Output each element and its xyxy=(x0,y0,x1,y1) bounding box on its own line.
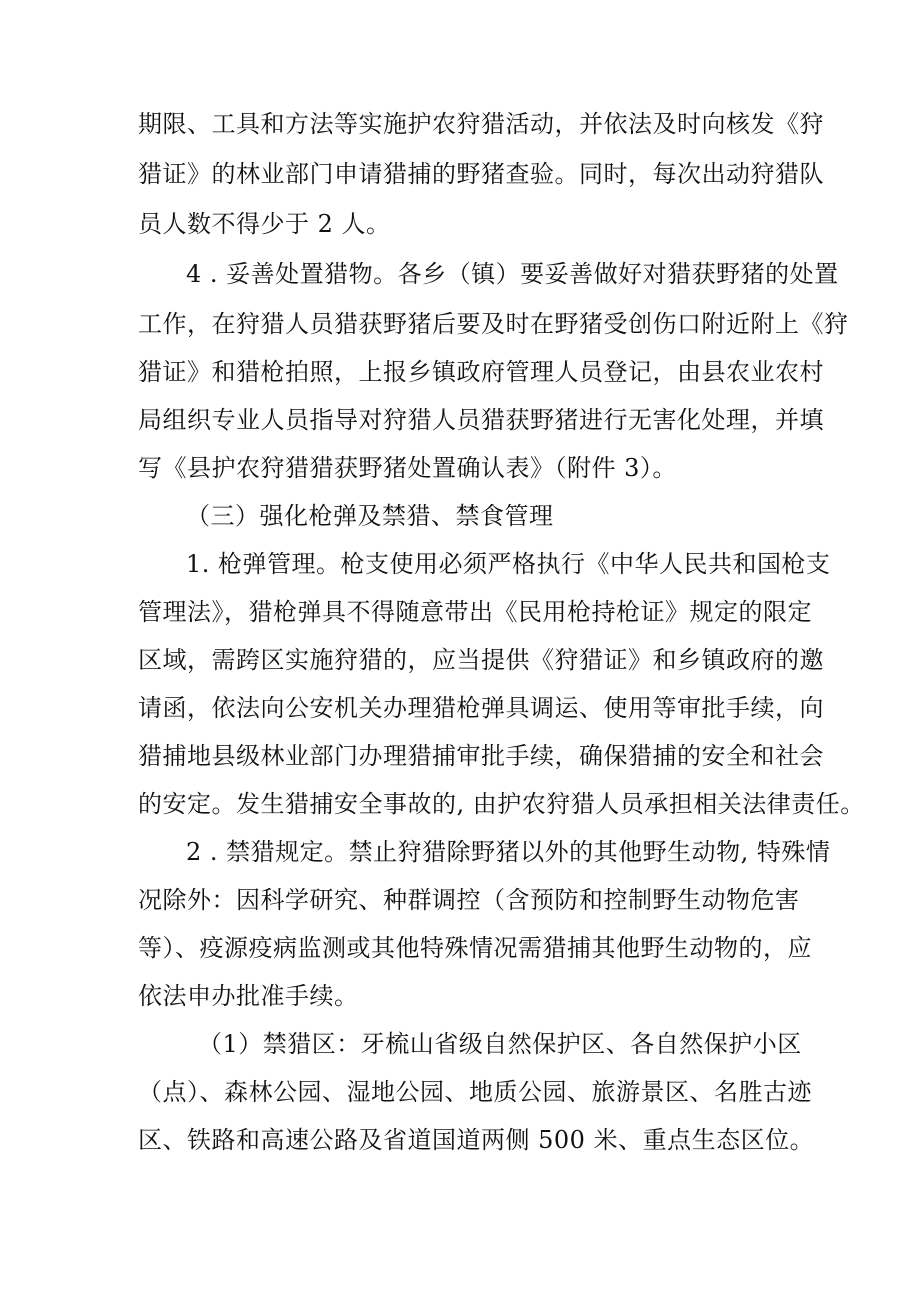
text-line: 等）、疫源疫病监测或其他特殊情况需猎捕其他野生动物的，应 xyxy=(138,934,812,962)
text-line: 猎证》和猎枪拍照，上报乡镇政府管理人员登记，由县农业农村 xyxy=(138,358,824,386)
text-line: 工作，在狩猎人员猎获野猪后要及时在野猪受创伤口附近附上《狩 xyxy=(138,310,849,338)
text-line: 1. 枪弹管理。枪支使用必须严格执行《中华人民共和国枪支 xyxy=(186,550,831,578)
text-line: 局组织专业人员指导对狩猎人员猎获野猪进行无害化处理，并填 xyxy=(138,406,824,434)
text-line: 的安定。发生猎捕安全事故的, 由护农狩猎人员承担相关法律责任。 xyxy=(138,790,865,818)
text-line: 员人数不得少于 2 人。 xyxy=(138,210,391,238)
text-line: 依法申办批准手续。 xyxy=(138,982,359,1010)
text-line: 请函，依法向公安机关办理猎枪弹具调运、使用等审批手续，向 xyxy=(138,694,824,722)
text-line: （点）、森林公园、湿地公园、地质公园、旅游景区、名胜古迹 xyxy=(138,1078,812,1106)
text-line: 4 . 妥善处置猎物。各乡（镇）要妥善做好对猎获野猪的处置 xyxy=(186,260,839,288)
text-line: 写《县护农狩猎猎获野猪处置确认表》（附件 3）。 xyxy=(138,454,677,482)
section-heading: （三）强化枪弹及禁猎、禁食管理 xyxy=(186,502,554,530)
text-line: 区、铁路和高速公路及省道国道两侧 500 米、重点生态区位。 xyxy=(138,1126,815,1154)
text-line: 期限、工具和方法等实施护农狩猎活动，并依法及时向核发《狩 xyxy=(138,110,824,138)
text-line: （1）禁猎区：牙梳山省级自然保护区、各自然保护小区 xyxy=(198,1030,802,1058)
text-line: 区域，需跨区实施狩猎的，应当提供《狩猎证》和乡镇政府的邀 xyxy=(138,646,824,674)
text-line: 况除外：因科学研究、种群调控（含预防和控制野生动物危害 xyxy=(138,886,800,914)
text-line: 猎捕地县级林业部门办理猎捕审批手续，确保猎捕的安全和社会 xyxy=(138,742,824,770)
text-line: 管理法》，猎枪弹具不得随意带出《民用枪持枪证》规定的限定 xyxy=(138,598,812,626)
text-line: 2 . 禁猎规定。禁止狩猎除野猪以外的其他野生动物, 特殊情 xyxy=(186,838,831,866)
text-line: 猎证》的林业部门申请猎捕的野猪查验。同时，每次出动狩猎队 xyxy=(138,160,824,188)
